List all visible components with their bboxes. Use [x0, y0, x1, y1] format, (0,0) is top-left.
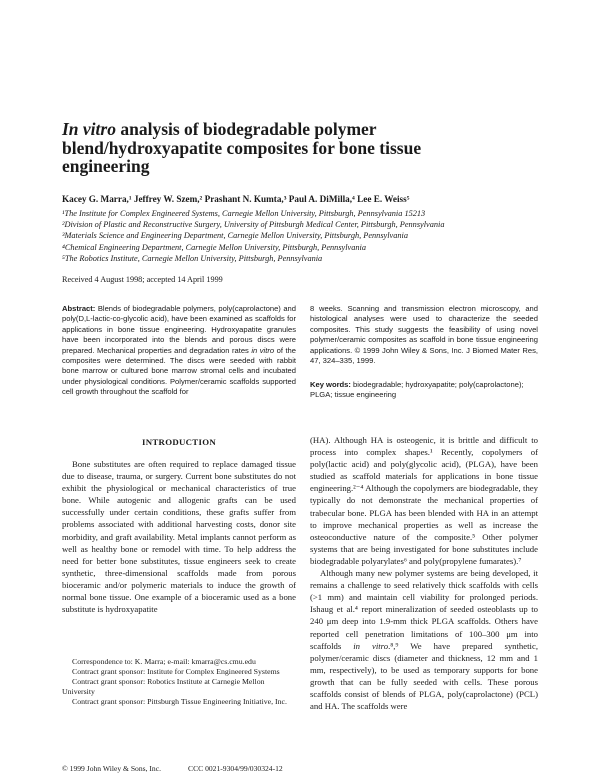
- title-italic: In vitro: [62, 119, 116, 139]
- author-list: Kacey G. Marra,¹ Jeffrey W. Szem,² Prashant N. Kumta,³ Paul A. DiMilla,⁴ Lee E. Weiss⁵: [62, 194, 410, 204]
- keywords: [310, 380, 538, 401]
- footnote: Contract grant sponsor: Robotics Institute at Carnegie Mellon University: [62, 677, 265, 696]
- footnotes: [62, 657, 296, 707]
- affiliation: ⁵The Robotics Institute, Carnegie Mellon University, Pittsburgh, Pennsylvania: [62, 253, 323, 263]
- abstract-text: Blends of biodegradable polymers, poly(caprolactone) and poly(D,L-lactic-co-glycolic acid), have been examined as scaffolds for applications in bone tissue engineering. Hydroxyapatite granules have been incorporated into the blends and porous discs were prepared. Mechanical properties and degradation rates: [62, 304, 296, 355]
- affiliation: ⁴Chemical Engineering Department, Carnegie Mellon University, Pittsburgh, Pennsylvania: [62, 242, 366, 252]
- article-title: [62, 120, 502, 176]
- abstract-label: Abstract:: [62, 304, 96, 313]
- intro-right-column: [310, 434, 538, 712]
- keywords-text: biodegradable; hydroxyapatite; poly(caprolactone); PLGA; tissue engineering: [310, 380, 524, 400]
- footnote: Correspondence to: K. Marra; e-mail: kmarra@cs.cmu.edu: [72, 657, 256, 666]
- copyright: © 1999 John Wiley & Sons, Inc.: [62, 764, 161, 773]
- paragraph-text: Although many new polymer systems are being developed, it remains a challenge to seed relatively thick scaffolds with cells (>1 mm) and maintain cell viability for prolonged periods. Ishaug et al.⁴ report mineralization of seeded osteoblasts up to 240 μm deep into 1.9-mm thick PLGA scaffolds. Others have reported cell penetration limitations of 100–300 μm into scaffolds: [310, 568, 538, 651]
- abstract-left: [62, 304, 296, 398]
- abstract-italic: in vitro: [251, 345, 275, 355]
- affiliation: ³Materials Science and Engineering Department, Carnegie Mellon University, Pittsburgh, Pennsylvania: [62, 231, 408, 241]
- footnote: Contract grant sponsor: Institute for Complex Engineered Systems: [72, 667, 280, 676]
- abstract-text: of the composites were determined. The discs were seeded with rabbit bone marrow or cultured bone marrow stromal cells and incubated under physiological conditions. Polymer/ceramic scaffolds supported cell growth throughout the scaffold for: [62, 345, 296, 397]
- footnote: Contract grant sponsor: Pittsburgh Tissue Engineering Initiative, Inc.: [72, 697, 287, 706]
- keywords-label: Key words:: [310, 380, 351, 389]
- ccc-code: CCC 0021-9304/99/030324-12: [188, 764, 283, 773]
- section-heading: INTRODUCTION: [142, 437, 216, 447]
- affiliation: ¹The Institute for Complex Engineered Systems, Carnegie Mellon University, Pittsburgh, Pennsylvania 15213: [62, 209, 426, 218]
- affiliation: ²Division of Plastic and Reconstructive Surgery, University of Pittsburgh Medical Center, Pittsburgh, Pennsylvania: [62, 220, 445, 230]
- paragraph: (HA). Although HA is osteogenic, it is brittle and difficult to process into complex shapes.¹ Recently, copolymers of poly(lactic acid) and poly(glycolic acid), (PLGA), have been studied as scaffold materials for applications in bone tissue engineering.²⁻⁴ Although the copolymers are biodegradable, they typically do not demonstrate the mechanical properties of trabecular bone. PLGA has been blended with HA in an attempt to improve mechanical properties as well as increase the osteoconductive nature of the composite.⁵ Other polymer systems that are being investigated for bone substitutes include biodegradable polyarylates⁶ and poly(propylene fumarates).⁷: [310, 435, 538, 566]
- paragraph: [310, 567, 538, 712]
- paragraph-italic: in vitro: [353, 640, 389, 651]
- received-dates: Received 4 August 1998; accepted 14 April 1999: [62, 275, 223, 284]
- title-rest: analysis of biodegradable polymer blend/hydroxyapatite composites for bone tissue engineering: [62, 119, 422, 176]
- paragraph-text: .⁸,⁹ We have prepared synthetic, polymer/ceramic discs (diameter and thickness, 12 mm and 1 mm, respectively), to be used as temporary supports for bone growth that can be fully seeded with cells. These porous scaffolds consist of blends of PLGA, poly(caprolactone) (PCL) and HA. The scaffolds were: [310, 640, 538, 712]
- affiliations: [62, 208, 582, 264]
- paragraph: Bone substitutes are often required to replace damaged tissue due to disease, trauma, or surgery. Current bone substitutes do not exhibit the physiological or mechanical characteristics of true bone. While autogenic and allogenic grafts can be used successfully under certain conditions, these grafts suffer from problems associated with additional harvesting costs, donor site morbidity, and graft availability. Metal implants cannot perform as well as healthy bone or remodel with time. To help address the need for better bone substitutes, tissue engineers seek to create synthetic, three-dimensional scaffolds made from porous bioceramic and/or polymeric materials to induce the growth of normal bone tissue. One example of a bioceramic used as a bone substitute is hydroxyapatite: [62, 459, 296, 615]
- intro-left-column: [62, 458, 296, 615]
- abstract-right: 8 weeks. Scanning and transmission electron microscopy, and histological analyses were used to characterize the seeded composites. This study suggests the feasibility of using novel polymer/ceramic composites as scaffold in bone tissue engineering applications. © 1999 John Wiley & Sons, Inc. J Biomed Mater Res, 47, 324–335, 1999.: [310, 304, 538, 366]
